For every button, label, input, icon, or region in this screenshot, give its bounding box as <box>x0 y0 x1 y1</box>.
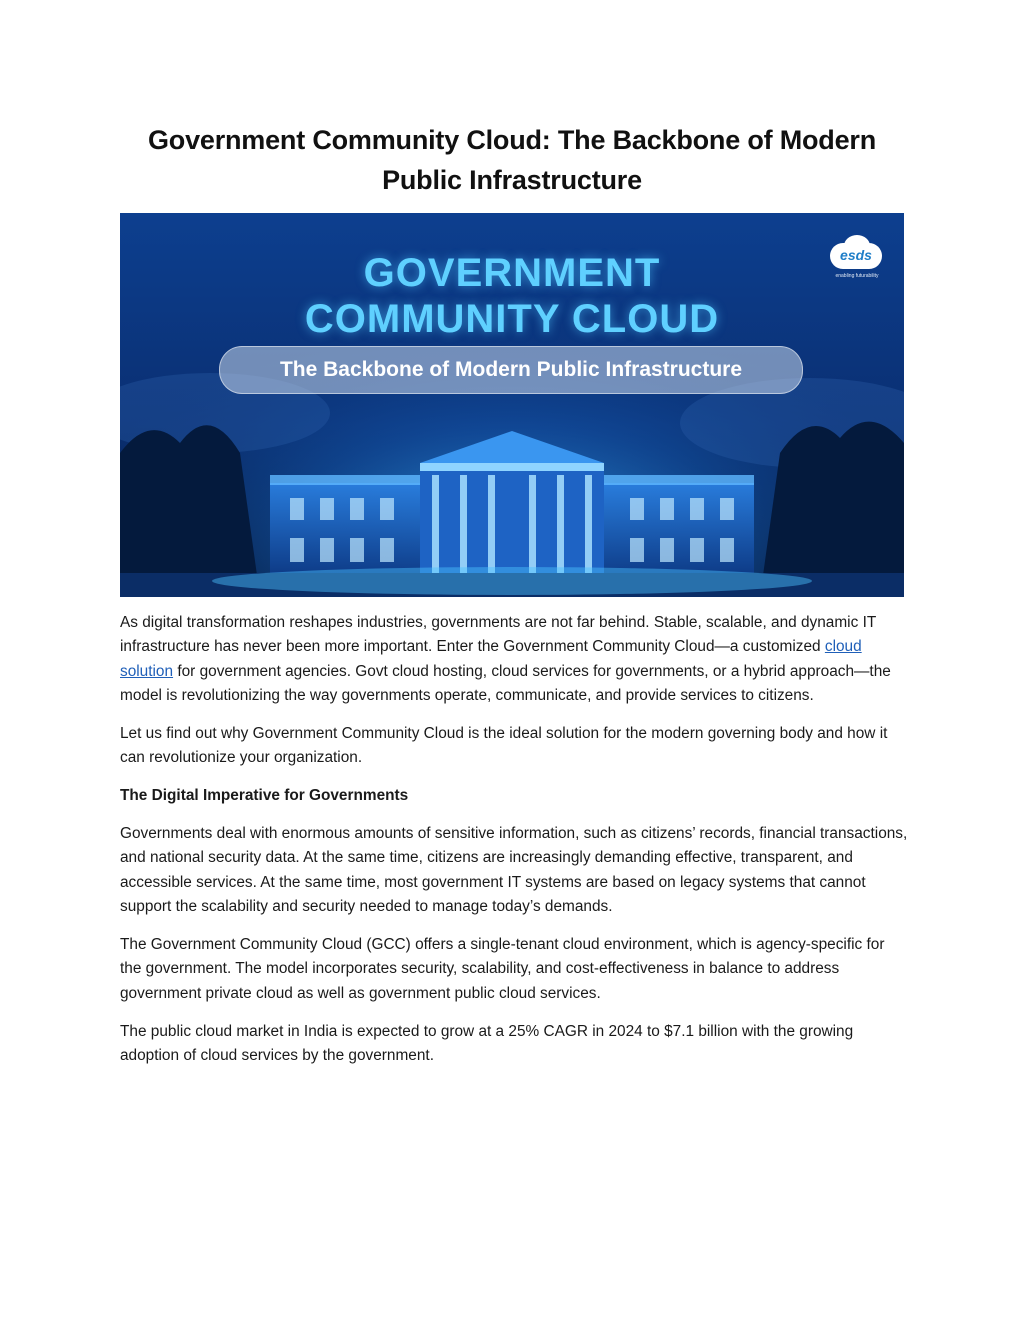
title-line-2: Public Infrastructure <box>382 165 642 195</box>
banner-subtitle: The Backbone of Modern Public Infrastructure <box>219 346 803 394</box>
paragraph-2: Let us find out why Government Community Cloud is the ideal solution for the modern governing body and how it can revolutionize your organization. <box>120 725 888 767</box>
banner-heading-line-1: GOVERNMENT <box>363 251 661 295</box>
paragraph-4: The Government Community Cloud (GCC) offers a single-tenant cloud environment, which is agency-specific for the government. The model incorporates security, scalability, and cost-effectiveness in balance to address government private cloud as well as government public cloud services. <box>120 936 885 1002</box>
page-title <box>120 120 904 200</box>
article-body <box>120 611 910 1082</box>
paragraph-intro-text-a: As digital transformation reshapes industries, governments are not far behind. Stable, scalable, and dynamic IT infrastructure has never been more important. Enter the Government Community Cloud—a customized <box>120 614 876 656</box>
title-line-1: Government Community Cloud: The Backbone of Modern <box>147 125 877 155</box>
paragraph-3: Governments deal with enormous amounts of sensitive information, such as citizens’ records, financial transactions, and national security data. At the same time, citizens are increasingly demanding effective, transparent, and accessible services. At the same time, most government IT systems are based on legacy systems that cannot support the scalability and security needed to manage today’s demands. <box>120 825 908 916</box>
logo-tagline: enabling futurability <box>835 273 879 279</box>
paragraph-intro-text-b: for government agencies. Govt cloud hosting, cloud services for governments, or a hybrid approach—the model is revolutionizing the way governments operate, communicate, and provide services to citizens. <box>120 662 891 705</box>
esds-logo <box>830 235 884 279</box>
cloud-solution-link[interactable]: cloud solution <box>120 638 862 680</box>
paragraph-5: The public cloud market in India is expected to grow at a 25% CAGR in 2024 to $7.1 billion with the growing adoption of cloud services by the government. <box>120 1022 854 1065</box>
paragraph-intro <box>120 611 910 709</box>
logo-text: esds <box>840 247 872 263</box>
hero-banner-image <box>120 213 904 597</box>
section-heading: The Digital Imperative for Governments <box>120 787 409 805</box>
banner-heading-line-2: COMMUNITY CLOUD <box>304 297 720 341</box>
